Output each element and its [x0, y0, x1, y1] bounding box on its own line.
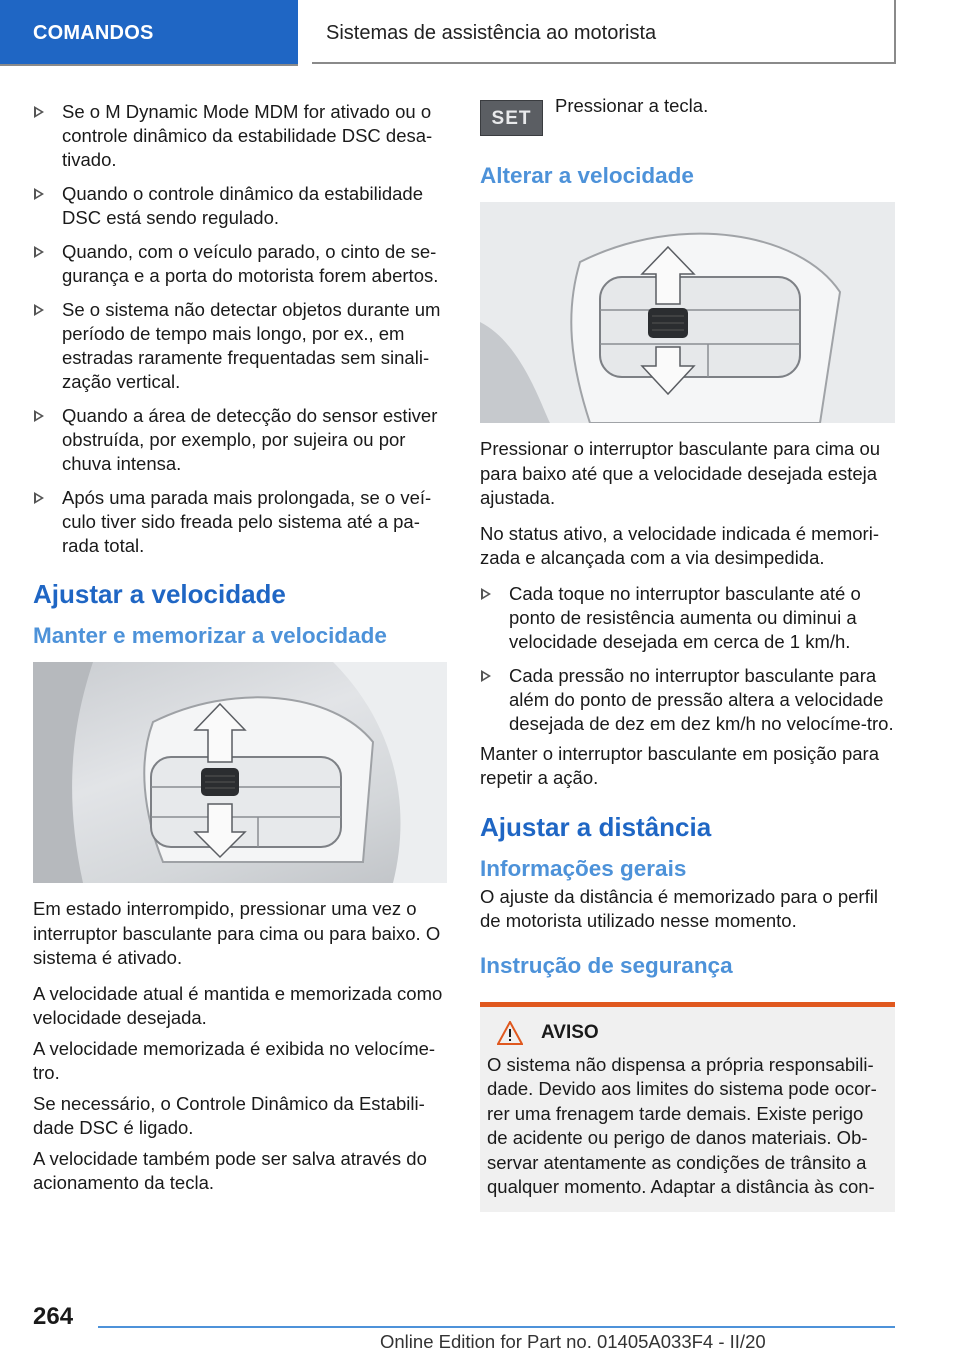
- left-column: [33, 100, 447, 1207]
- heading-adjust-speed: Ajustar a velocidade: [33, 579, 286, 609]
- warning-header: [487, 1021, 886, 1045]
- paragraph: Manter o interruptor basculante em posição para repetir a ação.: [480, 742, 879, 788]
- triangle-bullet-icon: [34, 492, 44, 504]
- heading-keep-store-speed: Manter e memorizar a velocidade: [33, 623, 387, 648]
- triangle-bullet-icon: [34, 410, 44, 422]
- footer-divider: [98, 1326, 895, 1328]
- list-item: Quando, com o veículo parado, o cinto de se-gurança e a porta do motorista forem abertos.: [33, 240, 447, 288]
- change-speed-list: [480, 582, 895, 736]
- right-column: [480, 95, 895, 1212]
- paragraph: No status ativo, a velocidade indicada é memori-zada e alcançada com a via desimpedida.: [480, 522, 879, 568]
- paragraph: A velocidade atual é mantida e memorizada como velocidade desejada.: [33, 982, 443, 1028]
- footer-edition: Online Edition for Part no. 01405A033F4 - II/20: [380, 1331, 766, 1352]
- chapter-title: Sistemas de assistência ao motorista: [312, 0, 896, 64]
- warning-box: [480, 1002, 895, 1212]
- list-item: Cada toque no interruptor basculante até o ponto de resistência aumenta ou diminui a velocidade desejada em cerca de 1 km/h.: [480, 582, 895, 654]
- list-item: Se o sistema não detectar objetos durante um período de tempo mais longo, por ex., em estradas raramente frequentadas sem sinali-zação vertical.: [33, 298, 447, 394]
- set-button-icon: SET: [480, 100, 543, 136]
- section-tab: COMANDOS: [0, 0, 298, 64]
- set-instruction-row: [480, 88, 895, 148]
- paragraph: A velocidade também pode ser salva através do acionamento da tecla.: [33, 1147, 427, 1193]
- page-number: 264: [33, 1303, 74, 1330]
- list-item: Quando a área de detecção do sensor estiver obstruída, por exemplo, por sujeira ou por chuva intensa.: [33, 404, 447, 476]
- heading-change-speed: Alterar a velocidade: [480, 163, 694, 188]
- triangle-bullet-icon: [34, 304, 44, 316]
- heading-general-info: Informações gerais: [480, 855, 687, 881]
- paragraph: Se necessário, o Controle Dinâmico da Estabili-dade DSC é ligado.: [33, 1092, 425, 1138]
- list-item: Quando o controle dinâmico da estabilidade DSC está sendo regulado.: [33, 182, 447, 230]
- paragraph: A velocidade memorizada é exibida no velocíme-tro.: [33, 1037, 436, 1083]
- list-item: Se o M Dynamic Mode MDM for ativado ou o controle dinâmico da estabilidade DSC desa-tivado.: [33, 100, 447, 172]
- warning-title: AVISO: [541, 1021, 599, 1043]
- steering-wheel-rocker-switch-image: [33, 662, 447, 883]
- set-instruction: Pressionar a tecla.: [555, 95, 709, 116]
- heading-adjust-distance: Ajustar a distância: [480, 811, 712, 842]
- warning-text: O sistema não dispensa a própria responsabili-dade. Devido aos limites do sistema pode ocor-rer uma frenagem tarde demais. Existe perigo de acidente ou perigo de danos materiais. Ob-servar atentamente as condições de trânsito a qualquer momento. Adaptar a distância às con-: [487, 1053, 877, 1197]
- triangle-bullet-icon: [34, 188, 44, 200]
- condition-list: [33, 100, 447, 558]
- page-header: [0, 0, 960, 66]
- triangle-bullet-icon: [481, 670, 491, 682]
- header-divider: [0, 64, 298, 66]
- steering-wheel-rocker-switch-image: [480, 202, 895, 423]
- paragraph: O ajuste da distância é memorizado para o perfil de motorista utilizado nesse momento.: [480, 885, 878, 931]
- warning-triangle-icon: [497, 1021, 523, 1045]
- paragraph: Pressionar o interruptor basculante para cima ou para baixo até que a velocidade desejada esteja ajustada.: [480, 438, 881, 508]
- list-item: Cada pressão no interruptor basculante para além do ponto de pressão altera a velocidade desejada de dez em dez km/h no velocíme-tro.: [480, 664, 895, 736]
- triangle-bullet-icon: [34, 246, 44, 258]
- paragraph: Em estado interrompido, pressionar uma vez o interruptor basculante para cima ou para baixo. O sistema é ativado.: [33, 898, 441, 968]
- triangle-bullet-icon: [34, 106, 44, 118]
- heading-safety-instruction: Instrução de segurança: [480, 952, 733, 978]
- triangle-bullet-icon: [481, 588, 491, 600]
- list-item: Após uma parada mais prolongada, se o veí-culo tiver sido freada pelo sistema até a pa-rada total.: [33, 486, 447, 558]
